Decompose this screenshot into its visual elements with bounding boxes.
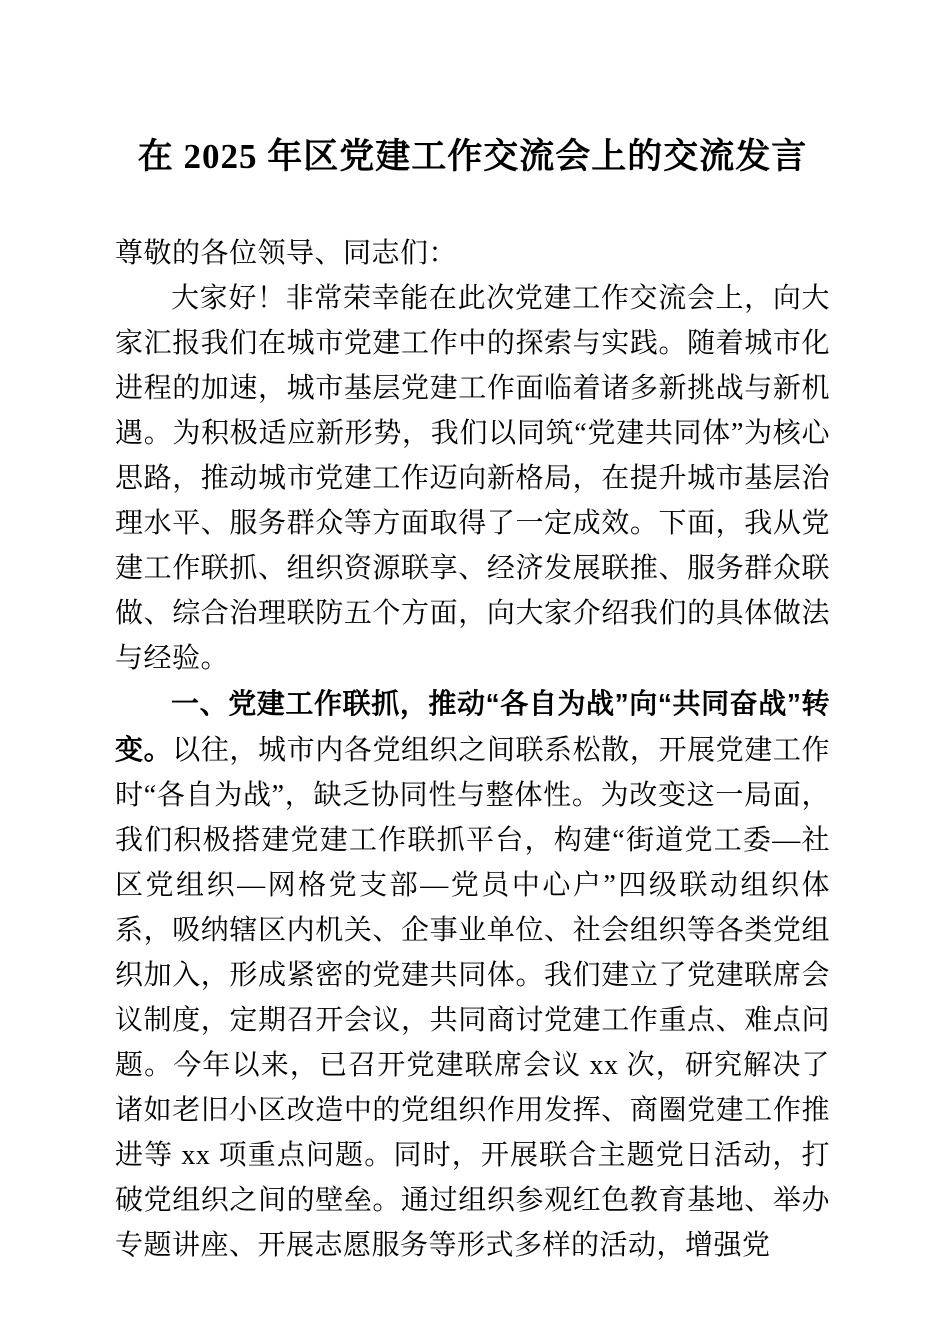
paragraph-section-1 bbox=[115, 681, 830, 1268]
salutation-line: 尊敬的各位领导、同志们： bbox=[115, 238, 458, 269]
section-1-body-text: 以往，城市内各党组织之间联系松散，开展党建工作时“各自为战”，缺乏协同性与整体性。为改变这一局面，我们积极搭建党建工作联抓平台，构建“街道党工委—社区党组织—网格党支部—党员中心户”四级联动组织体系，吸纳辖区内机关、企事业单位、社会组织等各类党组织加入，形成紧密的党建共同体。我们建立了党建联席会议制度，定期召开会议，共同商讨党建工作重点、难点问题。今年以来，已召开党建联席会议 xx 次，研究解决了诸如老旧小区改造中的党组织作用发挥、商圈党建工作推进等 xx 项重点问题。同时，开展联合主题党日活动，打破党组织之间的壁垒。通过组织参观红色教育基地、举办专题讲座、开展志愿服务等形式多样的活动，增强党 bbox=[115, 735, 830, 1261]
section-1-heading: 一、党建工作联抓，推动“各自为战”向“共同奋战”转变。 bbox=[115, 688, 830, 765]
document-title: 在 2025 年区党建工作交流会上的交流发言 bbox=[137, 137, 808, 176]
paragraph-intro: 大家好！非常荣幸能在此次党建工作交流会上，向大家汇报我们在城市党建工作中的探索与实践。随着城市化进程的加速，城市基层党建工作面临着诸多新挑战与新机遇。为积极适应新形势，我们以同筑“党建共同体”为核心思路，推动城市党建工作迈向新格局，在提升城市基层治理水平、服务群众等方面取得了一定成效。下面，我从党建工作联抓、组织资源联享、经济发展联推、服务群众联做、综合治理联防五个方面，向大家介绍我们的具体做法与经验。 bbox=[115, 283, 830, 674]
